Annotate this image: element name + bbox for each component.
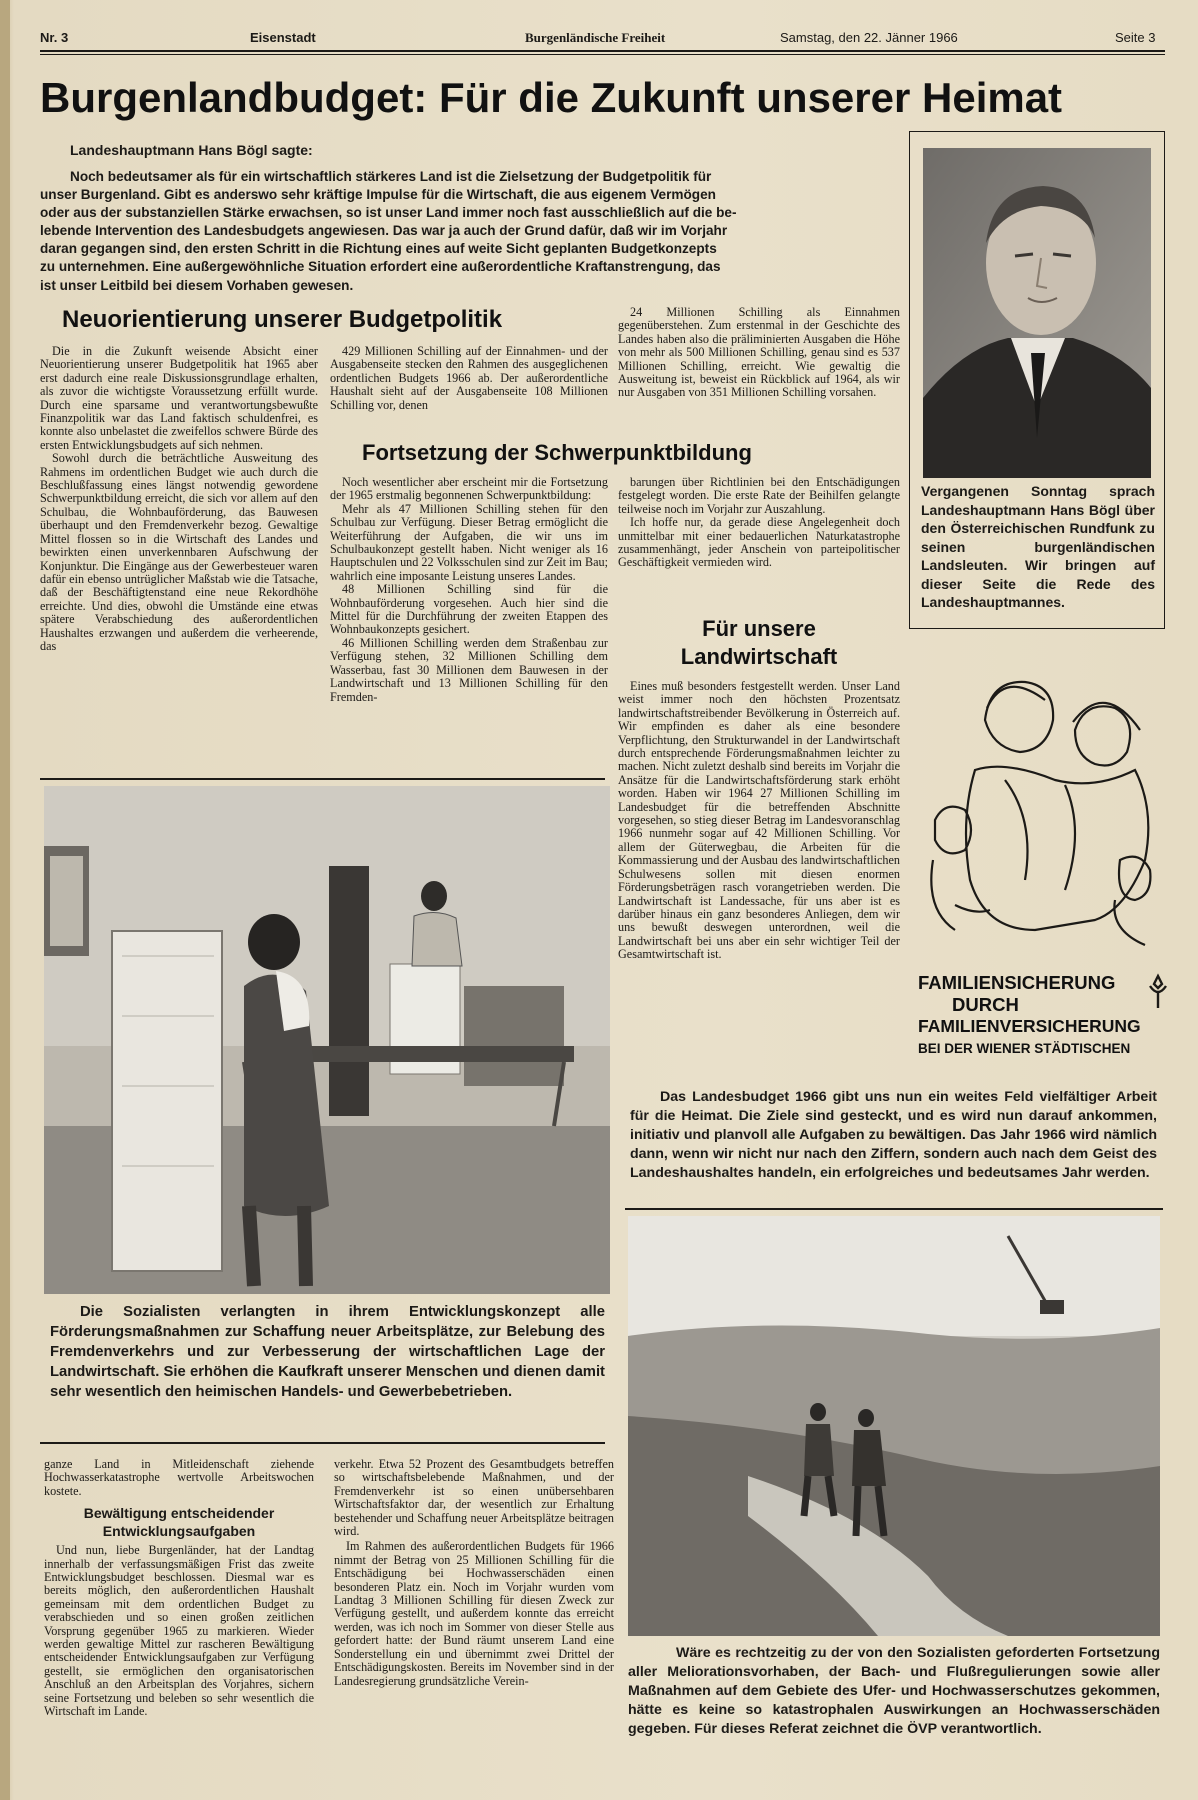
heading-line: Landwirtschaft (680, 644, 838, 669)
paragraph: verkehr. Etwa 52 Prozent des Gesamtbudgets betreffen so wirtschaftsbelebende Maßnahmen, und der Fremdenverkehr ist so einen unübersehbaren Wirtschaftsfaktor dar, der wesentlich zur Erhaltung bestehender und Schaffung neuer Arbeitsplätze beitragen wird. (334, 1457, 614, 1539)
issue-date: Samstag, den 22. Jänner 1966 (780, 30, 958, 45)
intro-text (40, 168, 892, 295)
subheading-line: Entwicklungsaufgaben (102, 1523, 256, 1540)
paragraph: Ich hoffe nur, da gerade diese Angelegenheit doch unmittelbar mit einer bedauerlichen Naturkatastrophe zusammenhängt, jeder Anschein von parteipolitischer Geschäftigkeit vermieden wird. (618, 515, 900, 570)
page-header (40, 28, 1165, 50)
subheading-entwicklungsaufgaben (44, 1504, 314, 1540)
paragraph: Noch wesentlicher aber erscheint mir die Fortsetzung der 1965 erstmalig begonnenen Schwerpunktbildung: (330, 475, 608, 503)
heading-line: Für unsere (702, 616, 816, 641)
section-rule (625, 1208, 1163, 1210)
paragraph: 24 Millionen Schilling als Einnahmen gegenüberstehen. Zum erstenmal in der Geschichte des Landes haben also die präliminierten Ausgaben die Höhe von mehr als 500 Millionen Schilling, genau sind es 537 Millionen Schilling, erreicht. Wie gewaltig die Ausweitung ist, beweist ein Rückblick auf 1964, als wir nur Ausgaben von 351 Millionen Schilling vorsahen. (618, 305, 900, 400)
paragraph: Und nun, liebe Burgenländer, hat der Landtag innerhalb der verfassungsmäßigen Frist das zweite Entwicklungsbudget beschlossen. Diesmal war es bereits möglich, den außerordentlichen Haushalt gemeinsam mit dem ordentlichen Budget zu verabschieden und so einen großen zeitlichen Vorsprung gegenüber 1965 zu markieren. Wieder werden gewaltige Mittel zur rascheren Bewältigung entscheidender Entwicklungsaufgaben zur Verfügung gestellt, sie ermöglichen den organisatorischen Anschluß an den Arbeitsplan des Vorjahres, sichern seine Fortsetzung und beleben so sehr wesentlich die Wirtschaft im Lande. (44, 1543, 314, 1719)
page-edge (0, 0, 10, 1800)
header-rule (40, 50, 1165, 52)
portrait-caption: Vergangenen Sonntag sprach Landeshauptmann Hans Bögl über den Österreichischen Rundfunk zu seinen burgenländischen Landsleuten. Wir bringen auf dieser Seite die Rede des Landeshauptmannes. (921, 483, 1155, 610)
section-heading-neuorientierung: Neuorientierung unserer Budgetpolitik (62, 306, 503, 333)
section-rule (40, 778, 605, 780)
intro-line: daran gegangen sind, den ersten Schritt in die Richtung eines auf weite Sicht geplanten Budgetkonzepts (40, 241, 717, 257)
ad-line: DURCH (952, 994, 1019, 1015)
bottom-column2 (334, 1458, 614, 1688)
paragraph: 48 Millionen Schilling sind für die Wohnbauförderung vorgesehen. Auch hier sind die Mittel für die Durchführung der zweiten Etappen des Wohnbaukonzepts gesichert. (330, 582, 608, 637)
paragraph: Im Rahmen des außerordentlichen Budgets für 1966 nimmt der Betrag von 25 Millionen Schilling für die Entschädigung bei Hochwasserschäden einen besonderen Platz ein. Noch im Vorjahr wurden vom Landtag 3 Millionen Schilling für diesen Zweck zur Verfügung gestellt, und außerdem konnte das erreicht werden, was ich noch im Sommer von dieser Stelle aus gefordert hatte: der Bund räumt unserem Land eine Sonderstellung ein und übernimmt zwei Drittel der Entschädigungskosten. Bereits im November sind in der Landesregierung grundsätzliche Verein- (334, 1539, 614, 1688)
family-embrace-icon (915, 660, 1165, 960)
section2-column3 (618, 476, 900, 570)
paragraph: 46 Millionen Schilling werden dem Straßenbau zur Verfügung stehen, 32 Millionen Schilling dem Wasserbau, fast 30 Millionen dem Bauwesen in der Landwirtschaft und 13 Millionen Schilling für den Fremden- (330, 635, 608, 704)
subheading-line: Bewältigung entscheidender (83, 1505, 275, 1522)
paragraph: Die in die Zukunft weisende Absicht einer Neuorientierung unserer Budgetpolitik hat 1965 aber erst dadurch eine reale Diskussionsgrundlage erhalten, als zuvor die wichtigste Voraussetzung erfüllt wurde. Durch eine sparsame und verantwortungsbewußte Finanzpolitik war das Land faktisch schuldenfrei, es konnte also unbelastet die zweifellos schwere Bürde des ersten Entwicklungsbudgets auf sich nehmen. (40, 344, 318, 452)
section-rule (40, 1442, 605, 1444)
paragraph: barungen über Richtlinien bei den Entschädigungen festgelegt worden. Die erste Rate der Beihilfen gelangte teilweise noch im Vorjahr zur Auszahlung. (618, 475, 900, 516)
issue-number: Nr. 3 (40, 30, 69, 45)
flood-photo (628, 1216, 1160, 1636)
section1-column3 (618, 306, 900, 400)
paragraph: 429 Millionen Schilling auf der Einnahmen- und der Ausgabenseite stecken den Rahmen des ausgeglichenen ordentlichen Budgets 1966 ab. Der außerordentliche Haushalt sieht auf der Ausgabenseite 108 Millionen Schilling vor, denen (330, 344, 608, 412)
main-headline: Burgenlandbudget: Für die Zukunft unserer Heimat (40, 74, 1063, 121)
intro-byline: Landeshauptmann Hans Bögl sagte: (70, 142, 313, 158)
photo2-caption: Wäre es rechtzeitig zu der von den Sozialisten geforderten Fortsetzung aller Meliorationsvorhaben, der Bach- und Flußregulierungen sowie aller Maßnahmen auf dem Gebiete des Ufer- und Hochwasserschutzes gekommen, hätte es keine so katastrophalen Auswirkungen an Hochwasserschäden gegeben. Für dieses Referat zeichnet die ÖVP verantwortlich. (628, 1645, 1160, 1737)
tulip-logo-icon (1146, 972, 1170, 1010)
factory-photo (44, 786, 610, 1294)
intro-line: oder aus der substanziellen Stärke erwachsen, so ist unser Land immer noch fast ausschließlich auf die be- (40, 205, 737, 221)
paper-name: Burgenländische Freiheit (525, 30, 666, 45)
ad-line: FAMILIENSICHERUNG (918, 972, 1116, 993)
paragraph: Eines muß besonders festgestellt werden. Unser Land weist immer noch den höchsten Prozentsatz landwirtschaftstreibender Bevölkerung in Österreich auf. Wir empfinden es daher als eine besondere Verpflichtung, den Strukturwandel in der Landwirtschaft durch entsprechende Förderungsmaßnahmen leichter zu machen. Nicht zuletzt deshalb sind bereits im Vorjahr die Ansätze für die Landwirtschaftsförderung stark erhöht worden. Haben wir 1964 27 Millionen Schilling im Landesbudget für die betreffenden Abschnitte vorgesehen, so stieg dieser Betrag im Landesvoranschlag 1966 nunmehr sogar auf 42 Millionen Schilling. Vor allem der Güterwegbau, die Arbeiten für die Kommassierung und der Ausbau des landwirtschaftlichen Schulwesens sollen mit diesen enormen Förderungsbeträgen rasch vorangetrieben werden. Die Landwirtschaft ist Landessache, für uns aber ist es darüber hinaus ein ganz besonderes Anliegen, dem wir uns bewußt deswegen unterordnen, weil die Landwirtschaft bei uns aber ein sehr wichtiger Teil der Gesamtwirtschaft ist. (618, 679, 900, 962)
portrait-figure-icon (923, 148, 1151, 478)
bottom-column1 (44, 1458, 314, 1719)
photo1-caption: Die Sozialisten verlangten in ihrem Entwicklungskonzept alle Förderungsmaßnahmen zur Schaffung neuer Arbeitsplätze, zur Belebung des Fremdenverkehrs und zur Verbesserung der wirtschaftlichen Lage der Landwirtschaft. Sie erhöhen die Kaufkraft unserer Menschen und dienen damit sehr wesentlich den heimischen Handels- und Gewerbebetrieben. (50, 1304, 605, 1400)
section1-column2 (330, 345, 608, 412)
ad-illustration (915, 660, 1165, 960)
intro-line: zu unternehmen. Eine außergewöhnliche Situation erfordert eine außerordentliche Kraftanstrengung, das (40, 259, 721, 275)
flood-workers-photo-icon (628, 1216, 1160, 1636)
intro-line: lebende Intervention des Landesbudgets angewiesen. Das war ja auch der Grund dafür, daß wir im Vorjahr (40, 223, 728, 239)
portrait-photo (923, 148, 1151, 478)
paragraph: ganze Land in Mitleidenschaft ziehende Hochwasserkatastrophe wertvolle Arbeitswochen kostete. (44, 1457, 314, 1498)
paragraph: Mehr als 47 Millionen Schilling stehen für den Schulbau zur Verfügung. Dieser Betrag ermöglicht die Weiterführung der Aufgaben, die wir uns im Schulbaukonzept gestellt haben. Nicht weniger als 16 Hauptschulen und 22 Volksschulen sind zur Zeit im Bau; wahrlich eine imposante Leistung unseres Landes. (330, 501, 608, 583)
page-number: Seite 3 (1115, 30, 1156, 45)
ad-line: BEI DER WIENER STÄDTISCHEN (918, 1041, 1131, 1056)
section-heading-landwirtschaft (618, 615, 900, 671)
section3-column (618, 680, 900, 962)
section2-column2 (330, 476, 608, 704)
section1-column1 (40, 345, 318, 653)
place-name: Eisenstadt (250, 30, 316, 45)
closing-paragraph: Das Landesbudget 1966 gibt uns nun ein weites Feld vielfältiger Arbeit für die Heimat. Die Ziele sind gesteckt, und es wird nun darauf ankommen, initiativ und planvoll alle Aufgaben zu bewältigen. Das Jahr 1966 wird nämlich dann, wenn wir nicht nur nach den Ziffern, sondern auch nach dem Geist des Landeshaushaltes handeln, ein erfolgreiches und bedeutsames Jahr werden. (630, 1089, 1157, 1181)
intro-line: ist unser Leitbild bei diesem Vorhaben gewesen. (40, 277, 354, 293)
section-heading-schwerpunkt: Fortsetzung der Schwerpunktbildung (362, 440, 752, 465)
intro-line: unser Burgenland. Gibt es anderswo sehr kräftige Impulse für die Wirtschaft, die aus eigenem Vermögen (40, 187, 716, 203)
header-rule-thin (40, 54, 1165, 55)
factory-workers-photo-icon (44, 786, 610, 1294)
ad-line: FAMILIENVERSICHERUNG (918, 1016, 1141, 1036)
intro-line: Noch bedeutsamer als für ein wirtschaftlich stärkeres Land ist die Zielsetzung der Budgetpolitik für (70, 169, 712, 184)
paragraph: Sowohl durch die beträchtliche Ausweitung des Rahmens im ordentlichen Budget wie auch durch die Beschlußfassung eines längst notwendig gewordene Schwerpunktbildung erreicht, die sich vor allem auf den Schulbau, die Wohnbauförderung, das Bauwesen überhaupt und den Fremdenverkehr bezog. Gewaltige Mittel flossen so in die Wirtschaft des Landes und bewirkten einen unverkennbaren Aufschwung der Konjunktur. Die Eingänge aus der Gewerbesteuer waren dafür ein ebenso untrüglicher Maßstab wie die Tatsache, daß der Beschäftigtenstand eine neue Rekordhöhe erreichte. Und dies, obwohl die Umstände eine etwas spätere Verabschiedung des außerordentlichen Haushaltes erzwangen und außerdem die verheerende, das (40, 451, 318, 653)
insurance-ad (918, 972, 1168, 1056)
